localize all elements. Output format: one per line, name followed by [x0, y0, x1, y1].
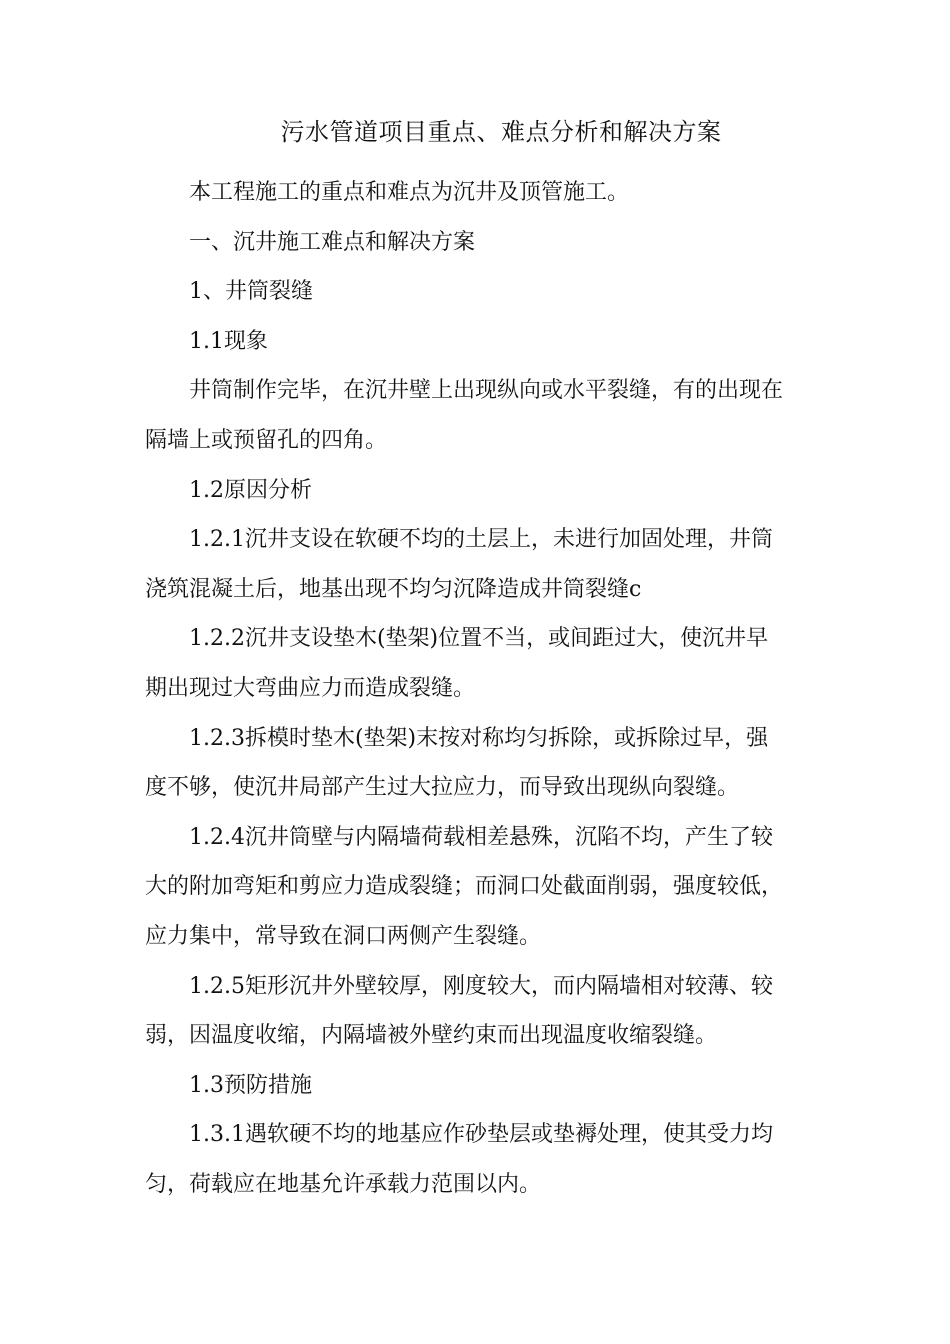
paragraph: 井筒制作完毕，在沉井壁上出现纵向或水平裂缝，有的出现在 隔墙上或预留孔的四角。 [145, 378, 784, 453]
paragraph: 1.2.3拆模时垫木(垫架)末按对称均匀拆除，或拆除过早，强 度不够，使沉井局部产生过大拉应力，而导致出现纵向裂缝。 [145, 725, 769, 801]
subsection-heading: 1.3预防措施 [189, 1072, 312, 1098]
paragraph: 1.3.1遇软硬不均的地基应作砂垫层或垫褥处理，使其受力均 匀，荷载应在地基允许承载力范围以内。 [145, 1122, 773, 1197]
document-body [145, 168, 795, 1209]
paragraph: 1.2.4沉井筒壁与内隔墙荷载相差悬殊，沉陷不均，产生了较 大的附加弯矩和剪应力造成裂缝；而洞口处截面削弱，强度较低， 应力集中，常导致在洞口两侧产生裂缝。 [145, 824, 784, 949]
paragraph: 1.2.5矩形沉井外壁较厚，刚度较大，而内隔墙相对较薄、较 弱，因温度收缩，内隔墙被外壁约束而出现温度收缩裂缝。 [145, 973, 773, 1049]
paragraph: 1.2.2沉井支设垫木(垫架)位置不当，或间距过大，使沉井早 期出现过大弯曲应力而造成裂缝。 [145, 626, 769, 701]
document-title: 污水管道项目重点、难点分析和解决方案 [280, 118, 722, 146]
section-heading: 一、沉井施工难点和解决方案 [189, 229, 476, 255]
paragraph: 1.2.1沉井支设在软硬不均的土层上，未进行加固处理，井筒 浇筑混凝土后，地基出现不均匀沉降造成井筒裂缝c [145, 527, 773, 602]
subsection-heading: 1.1现象 [189, 328, 268, 354]
subsection-heading: 1.2原因分析 [189, 477, 312, 503]
paragraph: 本工程施工的重点和难点为沉井及顶管施工。 [189, 180, 630, 205]
subsection-heading: 1、井筒裂缝 [189, 279, 313, 305]
